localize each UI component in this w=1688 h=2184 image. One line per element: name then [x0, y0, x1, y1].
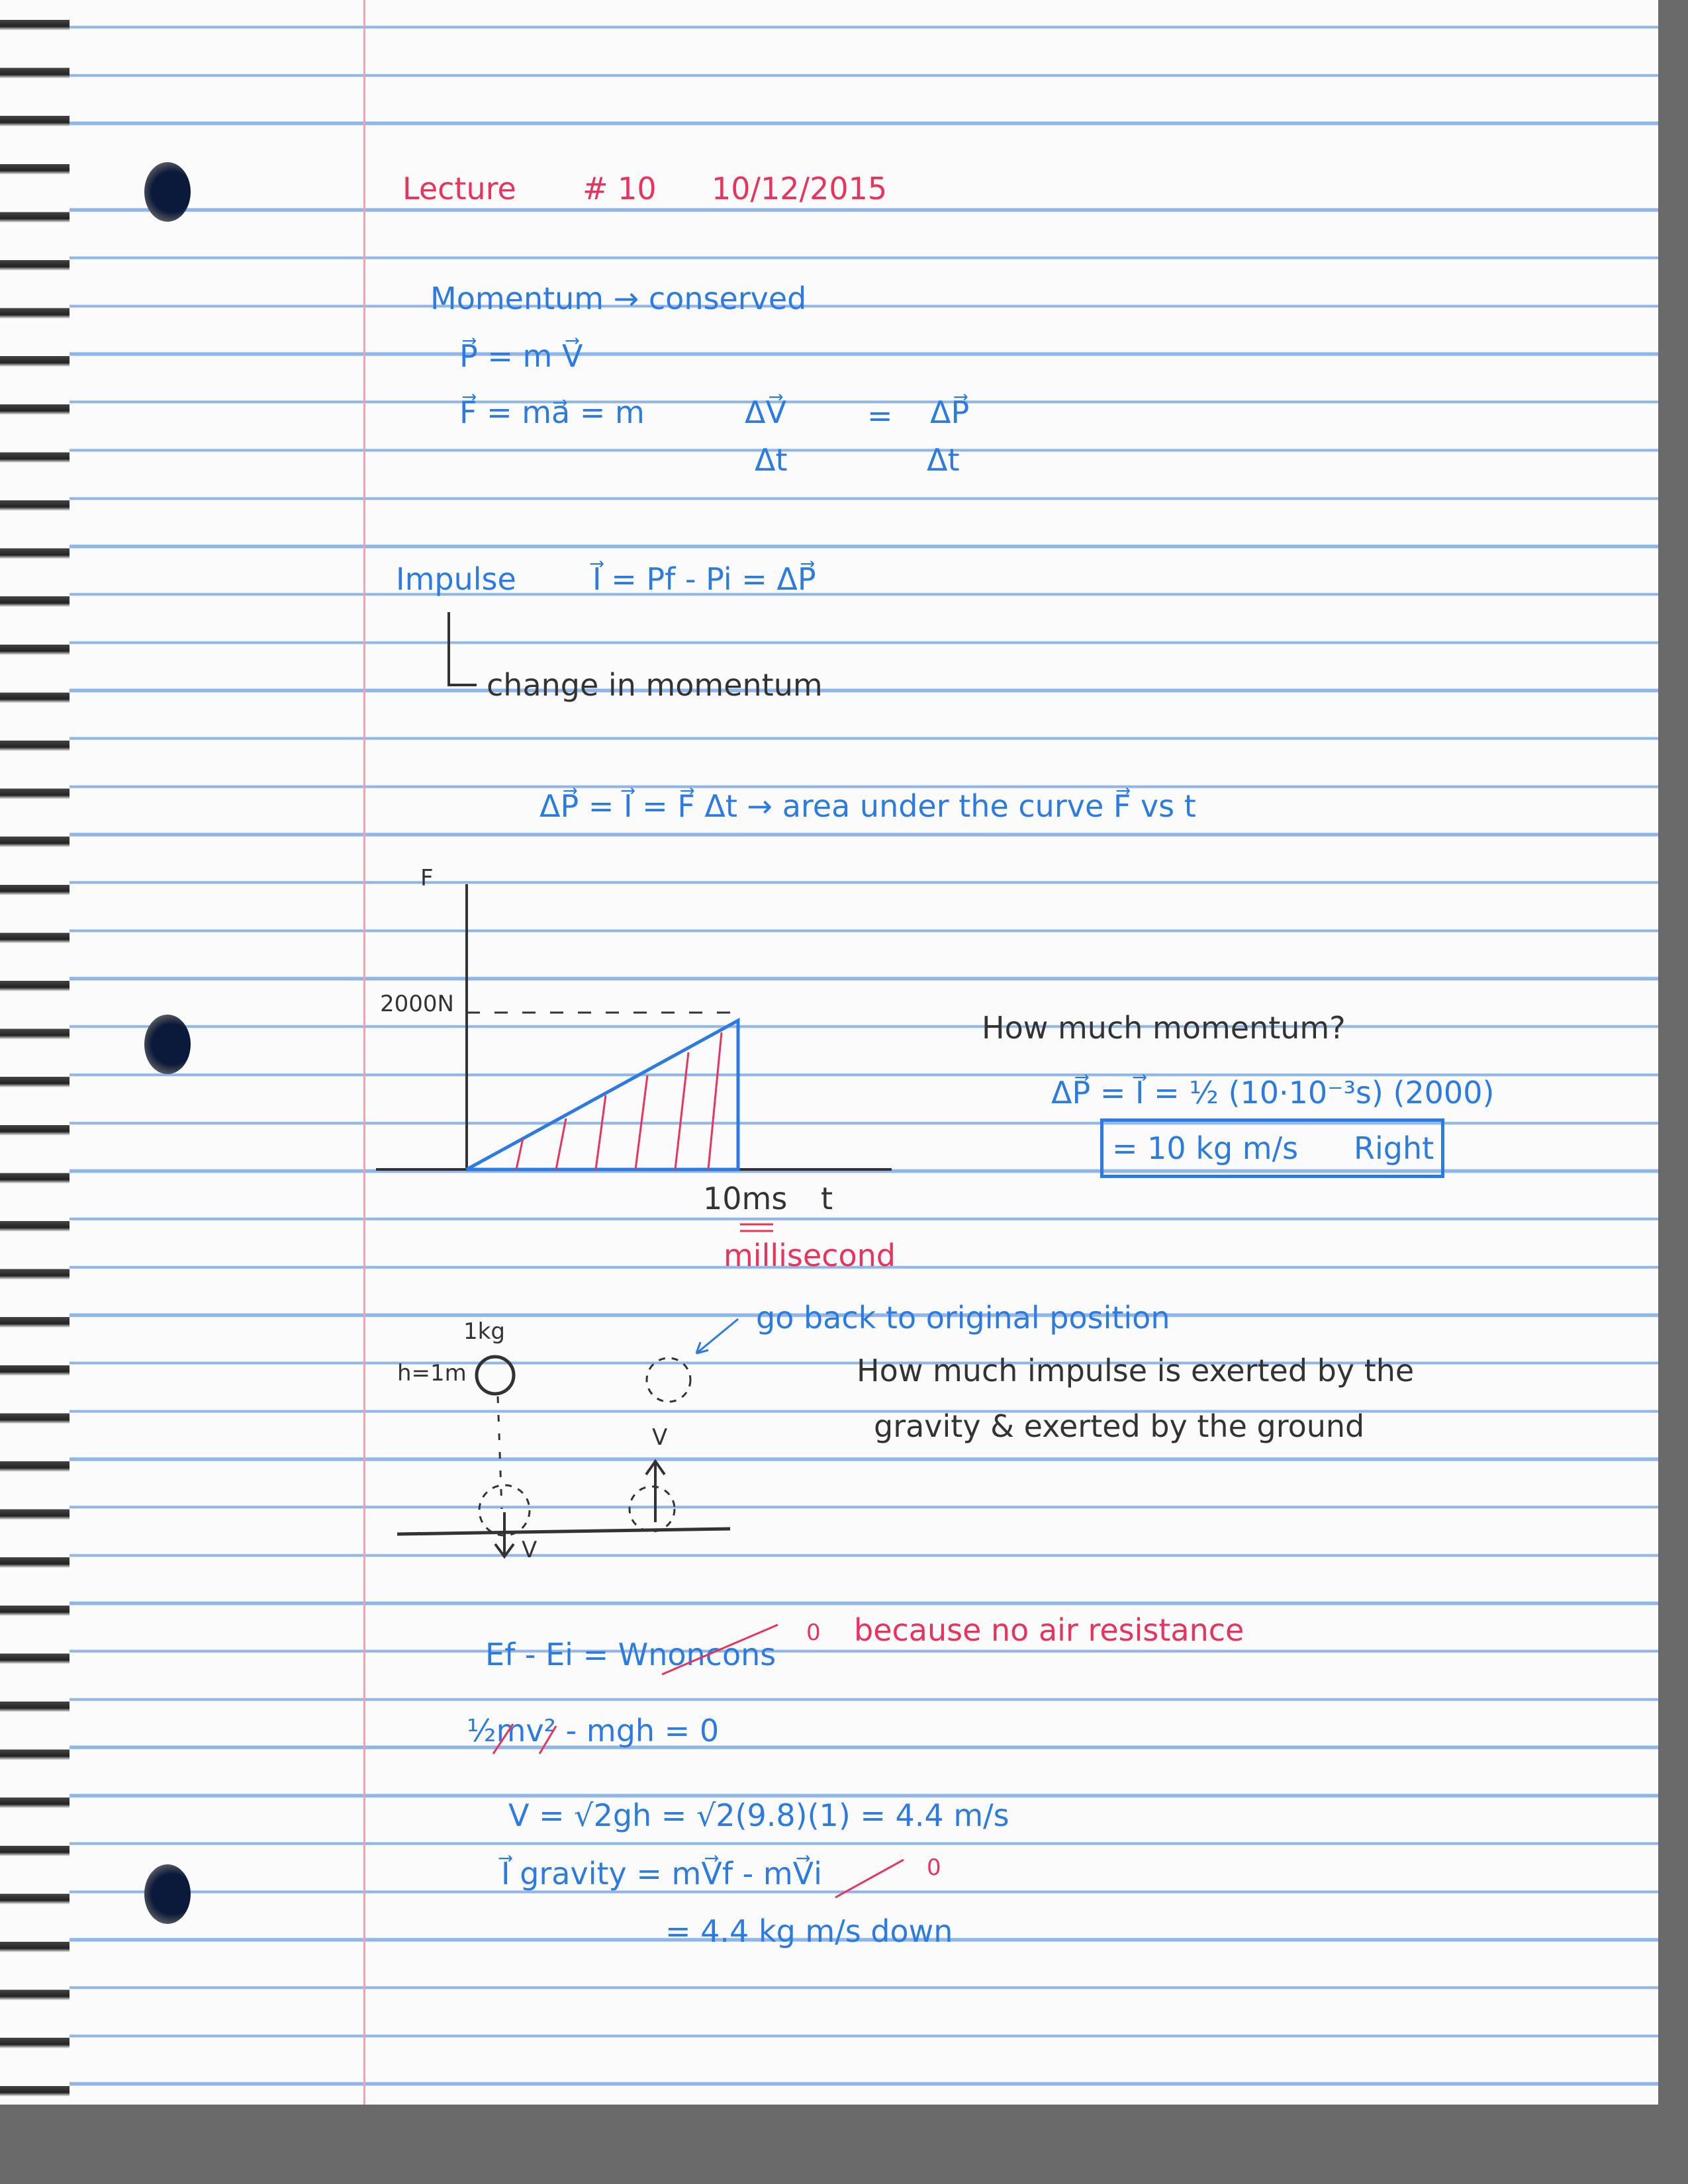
initial-zero: 0 — [927, 1854, 941, 1881]
pointer-arrow — [696, 1319, 738, 1353]
area-hatching — [516, 1032, 722, 1169]
lecture-title: Lecture — [402, 171, 516, 206]
graph-x-label: t — [821, 1181, 833, 1216]
ball-return — [647, 1358, 690, 1402]
graph-y-label: F — [420, 865, 434, 891]
velocity-down-label: V — [522, 1537, 538, 1563]
impulse-result: = 4.4 kg m/s down — [665, 1913, 953, 1949]
velocity-up-label: V — [652, 1424, 668, 1451]
graph-x-value: 10ms — [703, 1181, 788, 1216]
area-formula: ΔP⃗ = I⃗ = F⃗ Δt → area under the curve F⃗ vs t — [539, 788, 1196, 824]
delta-p: ΔP⃗ — [930, 394, 970, 430]
energy-balance: ½mv² - mgh = 0 — [467, 1713, 720, 1749]
ball-bounce — [630, 1486, 675, 1531]
equals: = — [867, 398, 893, 433]
impulse-gravity: I⃗ gravity = mV⃗f - mV⃗i — [501, 1856, 822, 1891]
ground-line — [397, 1529, 730, 1534]
question-impulse-1: How much impulse is exerted by the — [857, 1353, 1415, 1388]
millisecond-note: millisecond — [724, 1238, 896, 1273]
force-triangle — [467, 1021, 738, 1169]
velocity-calculation: V = √2gh = √2(9.8)(1) = 4.4 m/s — [508, 1797, 1009, 1833]
delta-v: ΔV⃗ — [745, 394, 786, 430]
answer-check: Right — [1354, 1130, 1434, 1166]
question-momentum: How much momentum? — [982, 1010, 1346, 1046]
work-zero: 0 — [806, 1619, 821, 1646]
impulse-formula: I⃗ = Pf - Pi = ΔP⃗ — [592, 561, 816, 597]
momentum-formula: P⃗ = m V⃗ — [459, 338, 583, 374]
delta-t-2: Δt — [927, 442, 960, 478]
ball-height: h=1m — [397, 1360, 467, 1387]
ball — [477, 1357, 514, 1394]
impulse-note: change in momentum — [487, 667, 823, 703]
graph-y-value: 2000N — [380, 991, 454, 1017]
return-note: go back to original position — [756, 1300, 1170, 1336]
momentum-calculation: ΔP⃗ = I⃗ = ½ (10·10⁻³s) (2000) — [1051, 1075, 1495, 1111]
strike-initial — [835, 1860, 904, 1897]
lecture-number: # 10 — [583, 171, 657, 206]
lecture-date: 10/12/2015 — [712, 171, 888, 206]
impulse-label: Impulse — [396, 561, 516, 597]
delta-t: Δt — [755, 442, 788, 478]
force-formula: F⃗ = ma⃗ = m — [459, 394, 645, 430]
strike-noncons — [662, 1625, 778, 1674]
ball-mass: 1kg — [463, 1318, 505, 1345]
energy-equation: Ef - Ei = Wnoncons — [485, 1637, 776, 1672]
arrow-up — [646, 1461, 665, 1522]
air-resistance-note: because no air resistance — [854, 1612, 1244, 1648]
answer-value: = 10 kg m/s — [1112, 1130, 1299, 1166]
question-impulse-2: gravity & exerted by the ground — [874, 1408, 1365, 1444]
bracket-arrow — [449, 612, 477, 685]
momentum-heading: Momentum → conserved — [430, 281, 807, 316]
